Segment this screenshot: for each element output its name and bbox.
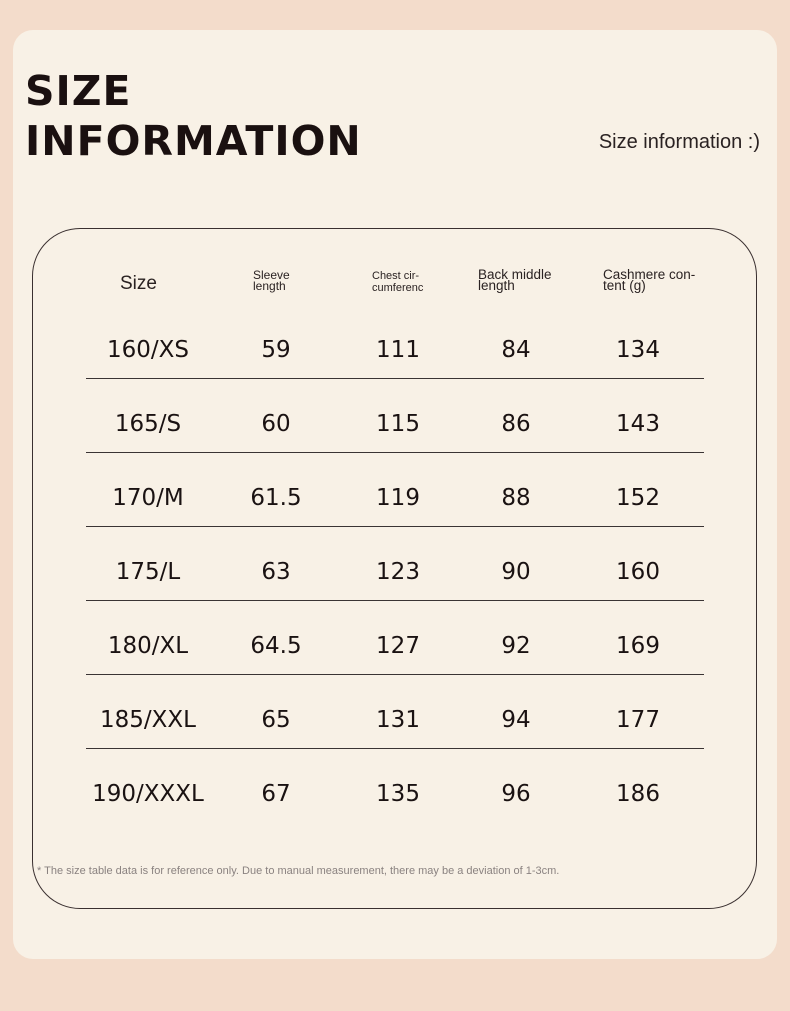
cell-chest-circumference: 123 [376, 559, 420, 585]
cell-size: 185/XXL [100, 707, 196, 733]
table-row [86, 767, 704, 841]
cell-chest-circumference: 127 [376, 633, 420, 659]
cell-size: 160/XS [106, 337, 190, 363]
cell-chest-circumference: 131 [376, 707, 420, 733]
cell-back-middle-length: 86 [501, 411, 531, 437]
cell-chest-circumference: 115 [376, 411, 420, 437]
cell-back-middle-length: 92 [501, 633, 531, 659]
row-divider [86, 600, 704, 601]
page-title [25, 66, 362, 166]
row-divider [86, 748, 704, 749]
table-row [86, 693, 704, 767]
cell-back-middle-length: 96 [501, 781, 531, 807]
cell-chest-circumference: 135 [376, 781, 420, 807]
cell-sleeve-length: 61.5 [250, 485, 302, 511]
cell-cashmere-content: 160 [616, 559, 660, 585]
cell-back-middle-length: 84 [501, 337, 531, 363]
cell-chest-circumference: 119 [376, 485, 420, 511]
cell-size: 180/XL [107, 633, 189, 659]
column-header-sleeve-length: Sleeve length [253, 268, 290, 293]
title-line-2: INFORMATION [25, 117, 362, 165]
table-row [86, 471, 704, 545]
cell-size: 170/M [112, 485, 184, 511]
row-divider [86, 452, 704, 453]
footnote: * The size table data is for reference only. Due to manual measurement, there may be a deviation of 1-3cm. [37, 865, 560, 877]
column-header-size: Size [120, 273, 157, 294]
cell-cashmere-content: 143 [616, 411, 660, 437]
cell-cashmere-content: 169 [616, 633, 660, 659]
row-divider [86, 378, 704, 379]
column-header-back-middle-length: Back middle length [478, 267, 552, 293]
cell-size: 175/L [115, 559, 181, 585]
cell-size: 165/S [114, 411, 182, 437]
column-header-cashmere-content: Cashmere con- tent (g) [603, 267, 696, 293]
cell-sleeve-length: 59 [261, 337, 291, 363]
page-subtitle: Size information :) [598, 131, 760, 153]
cell-sleeve-length: 65 [261, 707, 291, 733]
row-divider [86, 674, 704, 675]
cell-sleeve-length: 60 [261, 411, 291, 437]
table-row [86, 545, 704, 619]
cell-back-middle-length: 94 [501, 707, 531, 733]
cell-cashmere-content: 177 [616, 707, 660, 733]
cell-cashmere-content: 134 [616, 337, 660, 363]
table-row [86, 397, 704, 471]
table-row [86, 323, 704, 397]
cell-sleeve-length: 67 [261, 781, 291, 807]
cell-back-middle-length: 90 [501, 559, 531, 585]
cell-sleeve-length: 64.5 [250, 633, 302, 659]
cell-chest-circumference: 111 [376, 337, 420, 363]
row-divider [86, 526, 704, 527]
cell-size: 190/XXXL [92, 781, 204, 807]
table-row [86, 619, 704, 693]
column-header-chest-circumference: Chest cir- cumferenc [372, 270, 424, 294]
cell-cashmere-content: 186 [616, 781, 660, 807]
title-line-1: SIZE [25, 67, 132, 115]
cell-cashmere-content: 152 [616, 485, 660, 511]
cell-sleeve-length: 63 [261, 559, 291, 585]
cell-back-middle-length: 88 [501, 485, 531, 511]
